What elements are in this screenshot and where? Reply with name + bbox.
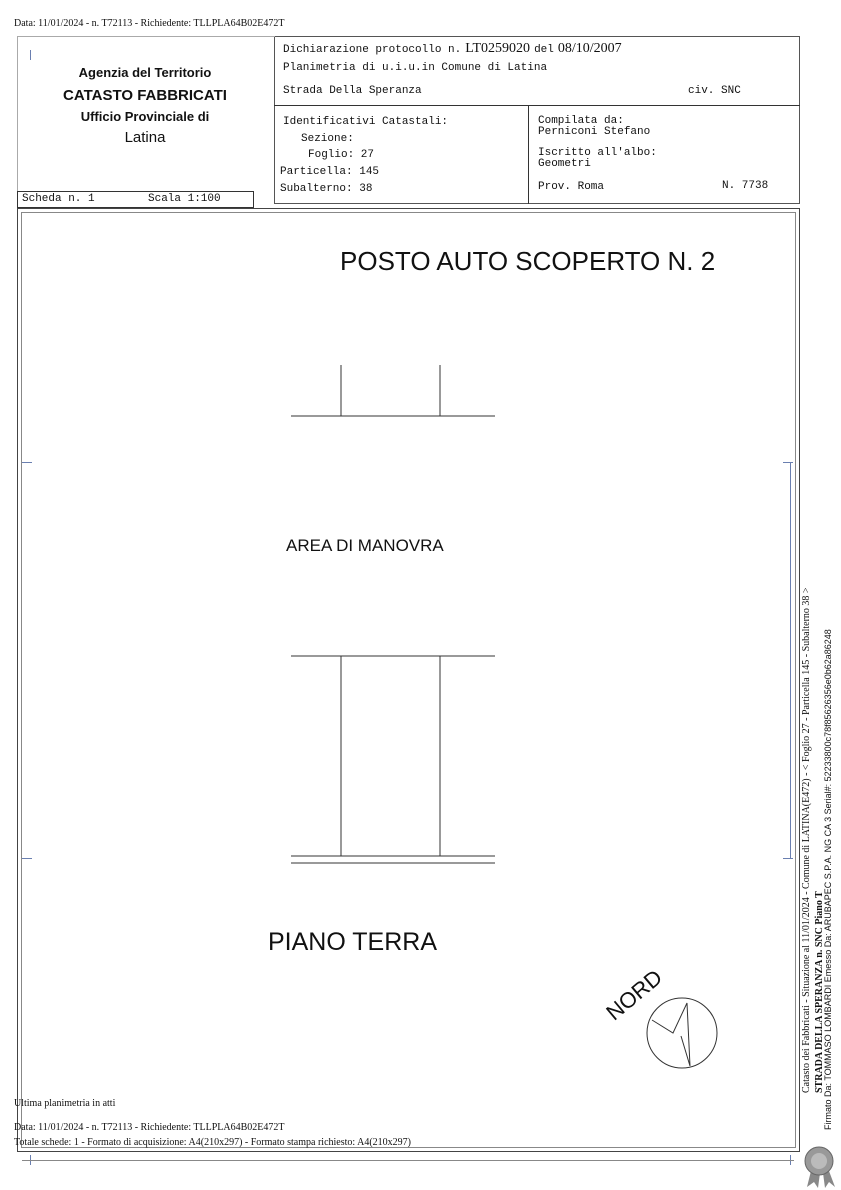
top-request-line: Data: 11/01/2024 - n. T72113 - Richiedente: TLLPLA64B02E472T [14, 18, 285, 29]
protocol-del: del [534, 44, 554, 56]
footer-ultima: Ultima planimetria in atti [14, 1098, 116, 1109]
protocol-date: 08/10/2007 [557, 41, 622, 56]
agency-line2: CATASTO FABBRICATI [63, 87, 227, 104]
sezione: Sezione: [301, 133, 354, 145]
area-label: AREA DI MANOVRA [286, 536, 444, 555]
north-circle [647, 998, 717, 1068]
civ-line: civ. SNC [688, 85, 741, 97]
footer-divider [22, 1160, 794, 1161]
agency-line3: Ufficio Provinciale di [80, 109, 210, 124]
side-text-1: Catasto dei Fabbricati - Situazione al 11/01/2024 - Comune di LATINA(E472) - < Foglio 27 - Particella 145 - Subalterno 38 > [801, 587, 812, 1093]
side-text-3: Firmato Da: TOMMASO LOMBARDI Emesso Da: ARUBAPEC S.P.A. NG CA 3 Serial#: 52233800c78f85626356e0b62a86248 [823, 629, 833, 1130]
side-text-2: STRADA DELLA SPERANZA n. SNC Piano T [814, 891, 825, 1093]
scheda: Scheda n. 1 [22, 193, 95, 205]
floor-label: PIANO TERRA [268, 928, 438, 956]
agency-line1: Agenzia del Territorio [78, 65, 212, 80]
compilata-label: Compilata da: [538, 115, 624, 127]
north-arrow [647, 998, 717, 1068]
seal-icon [801, 1143, 837, 1189]
iscritto-value: Geometri [538, 158, 591, 170]
footer-totale-line: Totale schede: 1 - Formato di acquisizione: A4(210x297) - Formato stampa richiesto: A4(210x297) [14, 1137, 411, 1148]
subalterno: Subalterno: 38 [280, 183, 373, 195]
agency-line4: Latina [124, 129, 166, 146]
compilata-name: Perniconi Stefano [538, 126, 651, 138]
nord-label: NORD [601, 964, 667, 1026]
identificativi-label: Identificativi Catastali: [283, 116, 449, 128]
north-arrow-shape [652, 1003, 690, 1066]
numero: N. 7738 [722, 180, 769, 192]
footer-data-line: Data: 11/01/2024 - n. T72113 - Richiedente: TLLPLA64B02E472T [14, 1122, 285, 1133]
protocol-label: Dichiarazione protocollo n. [283, 44, 462, 56]
particella: Particella: 145 [280, 166, 380, 178]
street-line: Strada Della Speranza [283, 85, 422, 97]
iscritto-label: Iscritto all'albo: [538, 147, 657, 159]
drawing-title: POSTO AUTO SCOPERTO N. 2 [340, 246, 716, 276]
foglio: Foglio: 27 [308, 149, 375, 161]
prov: Prov. Roma [538, 181, 605, 193]
planimetria-line: Planimetria di u.i.u.in Comune di Latina [283, 62, 548, 74]
protocol-number: LT0259020 [465, 41, 531, 56]
scala: Scala 1:100 [148, 193, 221, 205]
